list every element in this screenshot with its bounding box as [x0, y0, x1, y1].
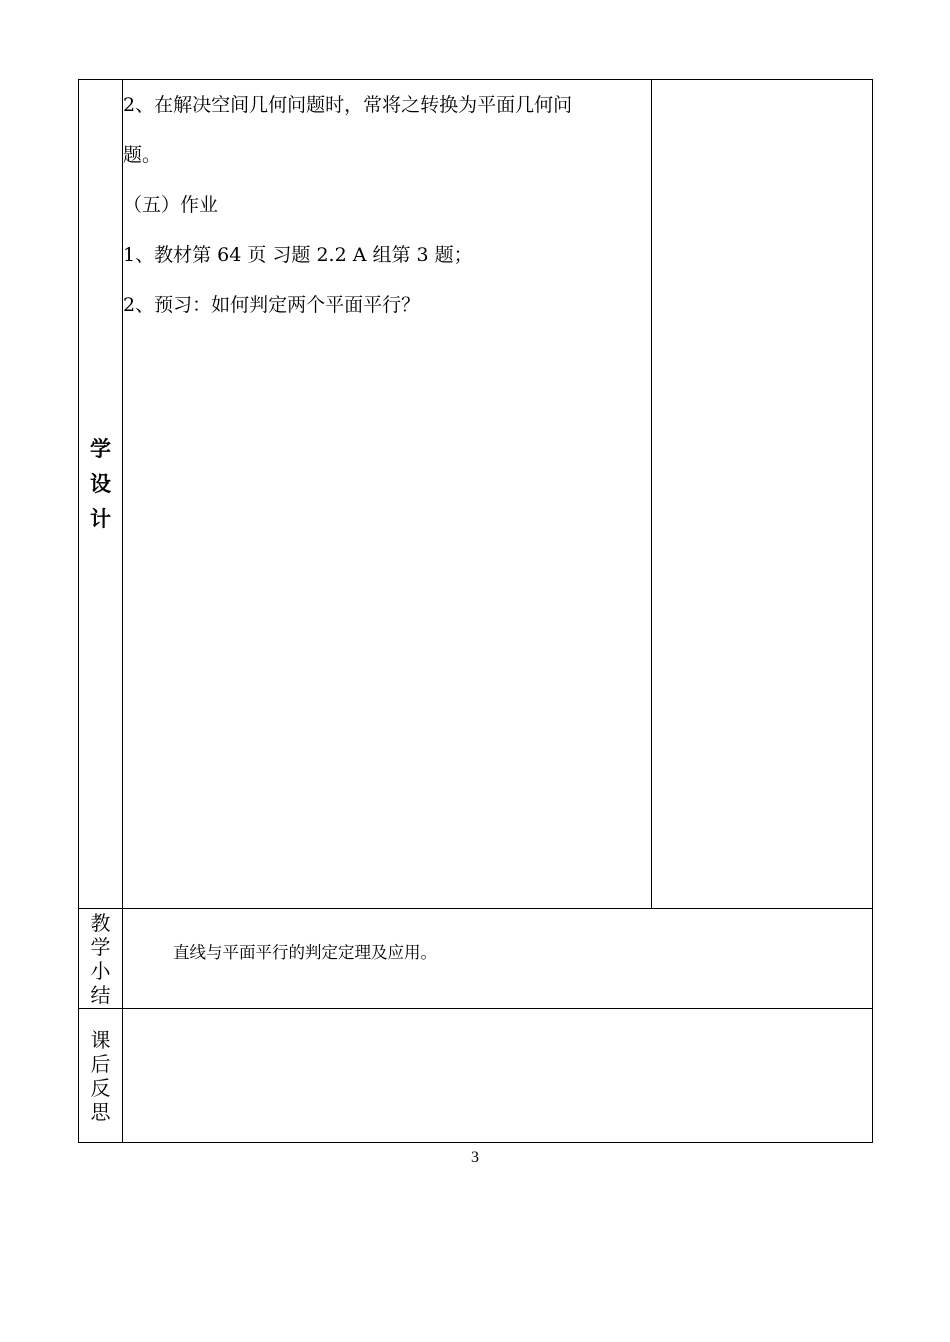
summary-label-char: 小 — [90, 958, 111, 983]
summary-label-char: 学 — [90, 934, 111, 959]
homework-heading: （五）作业 — [123, 194, 219, 216]
summary-row — [79, 909, 873, 1009]
reflection-label-char: 思 — [90, 1099, 111, 1124]
content-line: 题。 — [123, 144, 162, 166]
design-label-char: 计 — [90, 506, 112, 531]
reflection-content-cell — [123, 1009, 873, 1143]
homework-item: 2、预习：如何判定两个平面平行？ — [123, 294, 421, 316]
summary-label-char: 结 — [90, 982, 111, 1007]
homework-item: 1、教材第 64 页 习题 2.2 A 组第 3 题； — [123, 244, 473, 266]
lesson-plan-table — [78, 79, 873, 1143]
content-line: 2、在解决空间几何问题时，常将之转换为平面几何问 — [123, 94, 573, 116]
design-label-cell — [79, 80, 123, 909]
design-content-cell — [123, 80, 652, 909]
reflection-label-char: 课 — [90, 1027, 111, 1052]
reflection-label-char: 反 — [90, 1075, 111, 1100]
design-label-char: 设 — [90, 471, 112, 496]
reflection-row — [79, 1009, 873, 1143]
page-number: 3 — [471, 1149, 479, 1166]
summary-text: 直线与平面平行的判定定理及应用。 — [123, 909, 873, 1009]
reflection-label-cell — [79, 1009, 123, 1143]
reflection-label-char: 后 — [90, 1051, 111, 1076]
notes-cell — [651, 80, 872, 909]
design-label-char: 学 — [90, 436, 112, 461]
design-row — [79, 80, 873, 909]
summary-label-char: 教 — [90, 910, 111, 935]
summary-label-cell — [79, 909, 123, 1009]
